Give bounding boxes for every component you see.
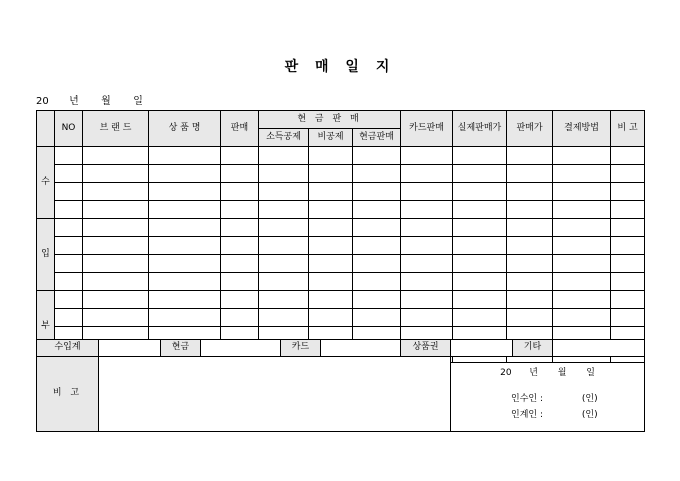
cell-card-sale[interactable] [401,309,453,327]
cell-brand[interactable] [83,291,149,309]
table-row[interactable] [37,309,645,327]
cell-cash-deduction[interactable] [259,255,309,273]
cell-cash-deduction[interactable] [259,165,309,183]
cell-sale[interactable] [221,255,259,273]
cell-cash-deduction[interactable] [259,273,309,291]
cell-cash-deduction[interactable] [259,183,309,201]
cell-payment-method[interactable] [553,183,611,201]
cell-brand[interactable] [83,165,149,183]
handover-stamp: (인) [581,410,598,420]
table-row[interactable] [37,147,645,165]
cell-sale-price[interactable] [507,183,553,201]
receiver-row [475,395,598,405]
cell-note[interactable] [611,309,645,327]
cell-sale-price[interactable] [507,291,553,309]
header-cash-deduction: 소득공제 [259,129,309,147]
cell-note[interactable] [611,273,645,291]
cell-actual-price[interactable] [453,255,507,273]
header-no: NO [55,111,83,147]
cell-actual-price[interactable] [453,237,507,255]
cell-cash-sale[interactable] [353,237,401,255]
cell-payment-method[interactable] [553,201,611,219]
cell-actual-price[interactable] [453,273,507,291]
date-month-label: 월 [101,96,111,107]
cell-product[interactable] [149,309,221,327]
cell-cash-nondeduction[interactable] [309,147,353,165]
cell-cash-sale[interactable] [353,201,401,219]
label-income-total: 수입계 [37,340,99,357]
cell-product[interactable] [149,255,221,273]
cell-no[interactable] [55,237,83,255]
cell-payment-method[interactable] [553,255,611,273]
cell-cash-sale[interactable] [353,255,401,273]
cell-actual-price[interactable] [453,165,507,183]
cell-card-sale[interactable] [401,201,453,219]
cell-sale-price[interactable] [507,273,553,291]
cell-sale[interactable] [221,147,259,165]
label-card: 카드 [281,340,321,357]
cell-product[interactable] [149,183,221,201]
table-row[interactable] [37,201,645,219]
sign-month-label: 월 [557,368,567,378]
side-label-spacer [37,111,55,147]
cell-cash-nondeduction[interactable] [309,309,353,327]
cell-actual-price[interactable] [453,201,507,219]
cell-card-sale[interactable] [401,147,453,165]
date-day-label: 일 [133,96,143,107]
cell-product[interactable] [149,237,221,255]
label-cash: 현금 [161,340,201,357]
signature-box [451,357,645,432]
summary-note-row [37,357,645,432]
cell-sale[interactable] [221,273,259,291]
cell-note[interactable] [611,183,645,201]
cell-cash-sale[interactable] [353,219,401,237]
cell-cash-nondeduction[interactable] [309,255,353,273]
cell-sale-price[interactable] [507,165,553,183]
table-row[interactable] [37,291,645,309]
cell-actual-price[interactable] [453,291,507,309]
cell-note[interactable] [611,201,645,219]
cell-card-sale[interactable] [401,183,453,201]
cell-product[interactable] [149,291,221,309]
header-cash-sale: 현금판매 [353,129,401,147]
cell-no[interactable] [55,147,83,165]
cell-actual-price[interactable] [453,183,507,201]
value-etc[interactable] [553,340,645,357]
cell-brand[interactable] [83,255,149,273]
cell-no[interactable] [55,219,83,237]
cell-payment-method[interactable] [553,165,611,183]
cell-brand[interactable] [83,237,149,255]
header-brand: 브 랜 드 [83,111,149,147]
cell-no[interactable] [55,291,83,309]
cell-actual-price[interactable] [453,219,507,237]
table-row[interactable] [37,273,645,291]
cell-note[interactable] [611,219,645,237]
cell-card-sale[interactable] [401,273,453,291]
cell-card-sale[interactable] [401,165,453,183]
cell-cash-nondeduction[interactable] [309,273,353,291]
header-sale: 판매 [221,111,259,147]
table-row[interactable] [37,183,645,201]
cell-cash-sale[interactable] [353,183,401,201]
summary-table [36,339,645,432]
side-label-bu: 부 [37,291,55,363]
cell-note[interactable] [611,237,645,255]
cell-cash-deduction[interactable] [259,201,309,219]
signature-date-line [451,369,644,379]
cell-no[interactable] [55,273,83,291]
cell-sale[interactable] [221,219,259,237]
sign-year-prefix: 20 [500,368,512,378]
cell-sale[interactable] [221,291,259,309]
summary-header-row [37,340,645,357]
cell-actual-price[interactable] [453,309,507,327]
cell-sale[interactable] [221,237,259,255]
table-header-row-1 [37,111,645,129]
cell-cash-deduction[interactable] [259,147,309,165]
cell-cash-sale[interactable] [353,309,401,327]
header-cash-nondeduction: 비공제 [309,129,353,147]
cell-brand[interactable] [83,201,149,219]
cell-sale[interactable] [221,165,259,183]
cell-payment-method[interactable] [553,291,611,309]
cell-product[interactable] [149,147,221,165]
cell-payment-method[interactable] [553,147,611,165]
sales-table-body [37,147,645,363]
cell-sale-price[interactable] [507,237,553,255]
header-payment-method: 결제방법 [553,111,611,147]
cell-cash-sale[interactable] [353,291,401,309]
cell-cash-sale[interactable] [353,165,401,183]
cell-card-sale[interactable] [401,255,453,273]
cell-cash-sale[interactable] [353,273,401,291]
cell-cash-deduction[interactable] [259,291,309,309]
cell-brand[interactable] [83,147,149,165]
table-row[interactable] [37,165,645,183]
cell-note[interactable] [611,291,645,309]
cell-note[interactable] [611,255,645,273]
cell-cash-nondeduction[interactable] [309,183,353,201]
date-line [36,92,143,107]
value-income-total[interactable] [99,340,161,357]
cell-actual-price[interactable] [453,147,507,165]
sales-table [36,110,645,363]
cell-card-sale[interactable] [401,237,453,255]
cell-cash-nondeduction[interactable] [309,219,353,237]
cell-no[interactable] [55,201,83,219]
cell-no[interactable] [55,255,83,273]
cell-payment-method[interactable] [553,237,611,255]
cell-sale[interactable] [221,201,259,219]
value-cash[interactable] [201,340,281,357]
handover-label: 인계인 : [511,410,543,420]
header-actual-price: 실제판매가 [453,111,507,147]
header-cash-group: 현 금 판 매 [259,111,401,129]
cell-sale[interactable] [221,309,259,327]
cell-sale-price[interactable] [507,147,553,165]
table-row[interactable] [37,219,645,237]
date-year-prefix: 20 [36,96,49,107]
label-etc: 기타 [513,340,553,357]
cell-no[interactable] [55,165,83,183]
cell-product[interactable] [149,219,221,237]
header-note: 비 고 [611,111,645,147]
cell-brand[interactable] [83,219,149,237]
cell-payment-method[interactable] [553,273,611,291]
cell-product[interactable] [149,273,221,291]
cell-note[interactable] [611,165,645,183]
label-gift-certificate: 상품권 [401,340,451,357]
cell-cash-nondeduction[interactable] [309,291,353,309]
side-label-su: 수 [37,147,55,219]
value-card[interactable] [321,340,401,357]
cell-sale[interactable] [221,183,259,201]
cell-cash-deduction[interactable] [259,309,309,327]
cell-sale-price[interactable] [507,219,553,237]
receiver-label: 인수인 : [511,394,543,404]
receiver-stamp: (인) [581,394,598,404]
cell-cash-nondeduction[interactable] [309,165,353,183]
sign-year-label: 년 [529,368,538,378]
cell-cash-nondeduction[interactable] [309,201,353,219]
cell-payment-method[interactable] [553,309,611,327]
cell-brand[interactable] [83,309,149,327]
cell-note[interactable] [611,147,645,165]
cell-sale-price[interactable] [507,201,553,219]
header-sale-price: 판매가 [507,111,553,147]
cell-card-sale[interactable] [401,291,453,309]
side-label-ip: 입 [37,219,55,291]
cell-sale-price[interactable] [507,309,553,327]
cell-card-sale[interactable] [401,219,453,237]
date-year-label: 년 [69,96,79,107]
cell-no[interactable] [55,183,83,201]
sign-day-label: 일 [586,368,595,378]
value-gift-certificate[interactable] [451,340,513,357]
cell-brand[interactable] [83,183,149,201]
cell-product[interactable] [149,201,221,219]
page-title: 판 매 일 지 [284,59,396,75]
table-row[interactable] [37,237,645,255]
cell-brand[interactable] [83,273,149,291]
cell-payment-method[interactable] [553,219,611,237]
cell-sale-price[interactable] [507,255,553,273]
cell-product[interactable] [149,165,221,183]
cell-no[interactable] [55,309,83,327]
value-note[interactable] [99,357,451,432]
cell-cash-deduction[interactable] [259,219,309,237]
cell-cash-deduction[interactable] [259,237,309,255]
header-product: 상 품 명 [149,111,221,147]
table-row[interactable] [37,255,645,273]
label-note: 비 고 [37,357,99,432]
cell-cash-nondeduction[interactable] [309,237,353,255]
header-card-sale: 카드판매 [401,111,453,147]
cell-cash-sale[interactable] [353,147,401,165]
handover-row [475,411,598,421]
